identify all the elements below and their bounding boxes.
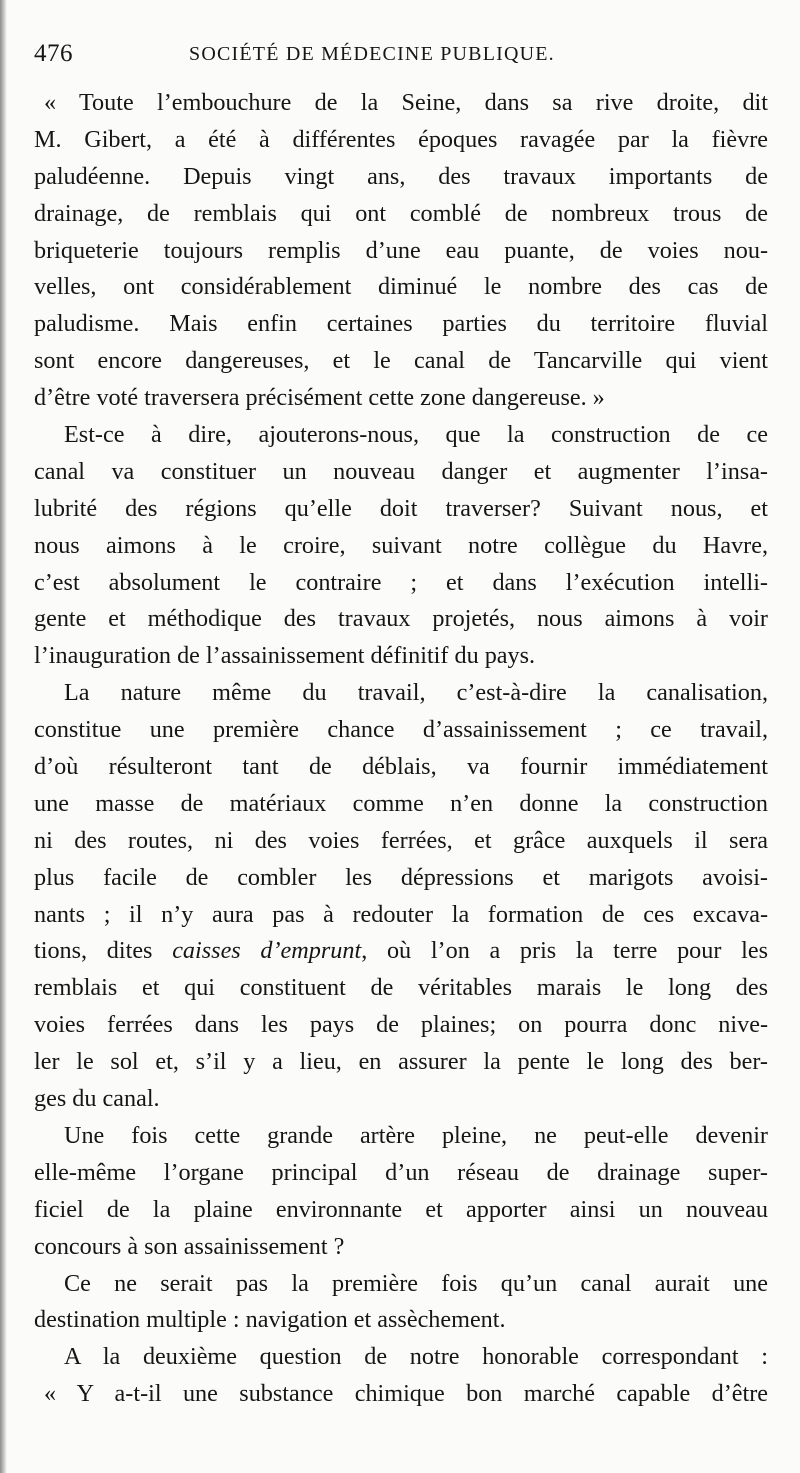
text-line: sont encore dangereuses, et le canal de Tancarville qui vient xyxy=(34,347,768,375)
text-line: ler le sol et, s’il y a lieu, en assurer la pente le long des ber- xyxy=(34,1048,768,1076)
text-line: M. Gibert, a été à différentes époques ravagée par la fièvre xyxy=(34,125,768,153)
text-line: une masse de matériaux comme n’en donne la construction xyxy=(34,789,768,817)
text-line: Est-ce à dire, ajouterons-nous, que la construction de ce xyxy=(64,421,768,449)
text-line: « Toute l’embouchure de la Seine, dans sa rive droite, dit xyxy=(44,89,768,116)
text-line: La nature même du travail, c’est-à-dire la canalisation, xyxy=(64,679,768,707)
body-text xyxy=(34,85,768,1413)
text-line: A la deuxième question de notre honorable correspondant : xyxy=(64,1343,768,1371)
text-line: c’est absolument le contraire ; et dans l’exécution intelli- xyxy=(34,568,768,596)
text-line: velles, ont considérablement diminué le nombre des cas de xyxy=(34,273,768,301)
text-line: ni des routes, ni des voies ferrées, et grâce auxquels il sera xyxy=(34,826,768,854)
text-line: remblais et qui constituent de véritables marais le long des xyxy=(34,974,768,1002)
text-line: nants ; il n’y aura pas à redouter la formation de ces excava- xyxy=(34,900,768,928)
text-line: destination multiple : navigation et assèchement. xyxy=(34,1306,506,1334)
text-line: briqueterie toujours remplis d’une eau puante, de voies nou- xyxy=(34,236,768,264)
text-line: « Y a-t-il une substance chimique bon marché capable d’être xyxy=(44,1380,768,1408)
text-line: nous aimons à le croire, suivant notre collègue du Havre, xyxy=(34,531,768,559)
text-line: canal va constituer un nouveau danger et augmenter l’insa- xyxy=(34,457,768,485)
text-line: Ce ne serait pas la première fois qu’un canal aurait une xyxy=(64,1269,768,1297)
text-line: voies ferrées dans les pays de plaines; on pourra donc nive- xyxy=(34,1011,768,1039)
text-line: paludéenne. Depuis vingt ans, des travaux importants de xyxy=(34,162,768,190)
text-line: drainage, de remblais qui ont comblé de nombreux trous de xyxy=(34,199,768,227)
text-line: constitue une première chance d’assainissement ; ce travail, xyxy=(34,716,768,744)
text-segment: , où l’on a pris la terre pour les xyxy=(361,937,768,965)
text-line: elle-même l’organe principal d’un réseau de drainage super- xyxy=(34,1158,768,1186)
text-line: plus facile de combler les dépressions et marigots avoisi- xyxy=(34,863,768,891)
text-line: l’inauguration de l’assainissement définitif du pays. xyxy=(34,642,536,670)
text-line: lubrité des régions qu’elle doit traverser? Suivant nous, et xyxy=(34,494,768,522)
running-head: SOCIÉTÉ DE MÉDECINE PUBLIQUE. xyxy=(189,43,555,65)
text-line: gente et méthodique des travaux projetés, nous aimons à voir xyxy=(34,605,768,633)
text-line: Une fois cette grande artère pleine, ne peut-elle devenir xyxy=(64,1121,768,1149)
italic-term: caisses d’emprunt xyxy=(172,937,362,965)
text-line: ficiel de la plaine environnante et apporter ainsi un nouveau xyxy=(34,1195,768,1223)
text-line xyxy=(34,933,768,970)
text-line: d’où résulteront tant de déblais, va fournir immédiatement xyxy=(34,753,768,781)
text-line: ges du canal. xyxy=(34,1085,160,1113)
page-gutter-shadow xyxy=(0,0,7,1473)
page-number: 476 xyxy=(34,40,73,67)
text-line: paludisme. Mais enfin certaines parties du territoire fluvial xyxy=(34,310,768,338)
page-header xyxy=(34,36,764,76)
text-segment: tions, dites xyxy=(34,937,173,965)
text-line: concours à son assainissement ? xyxy=(34,1232,345,1260)
text-line: d’être voté traversera précisément cette zone dangereuse. » xyxy=(34,384,605,412)
